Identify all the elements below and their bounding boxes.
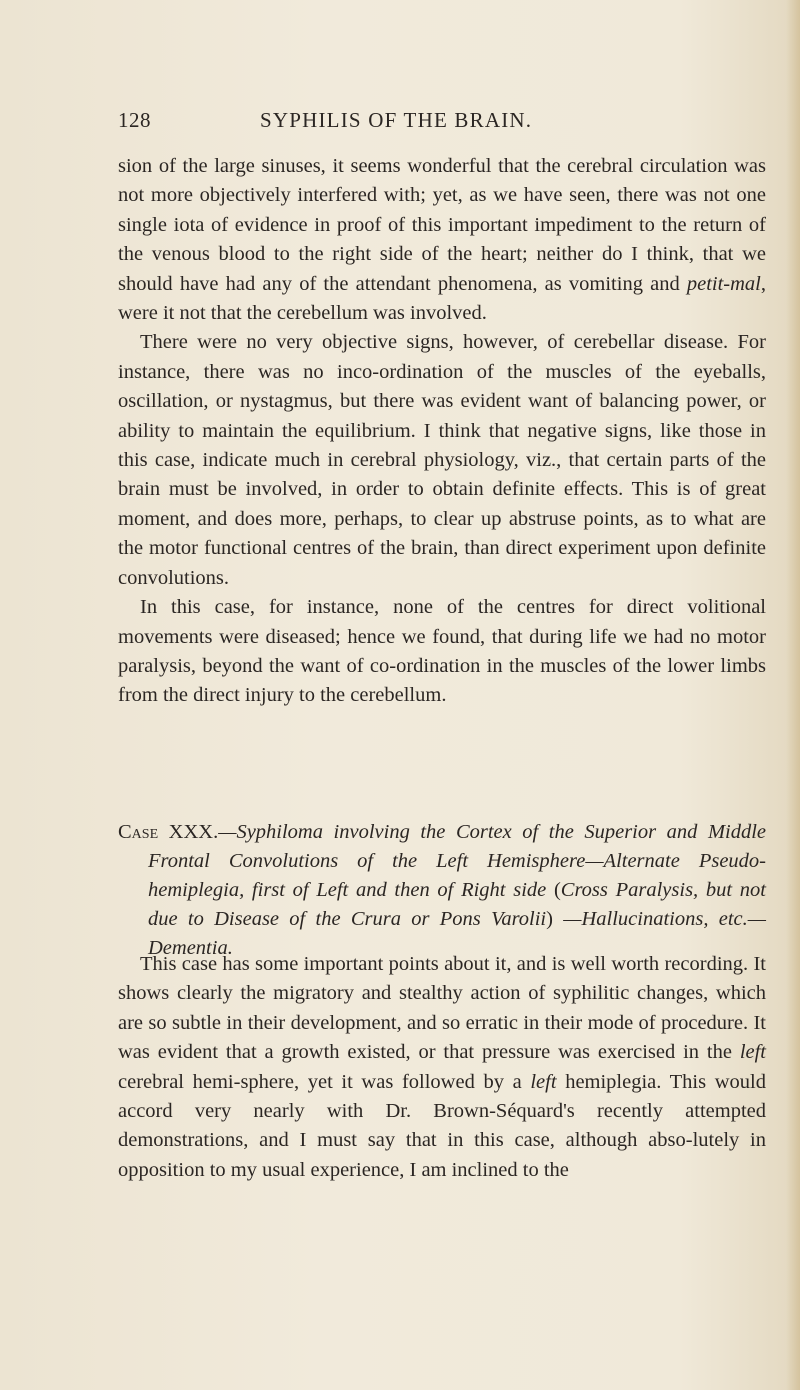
- running-head: SYPHILIS OF THE BRAIN.: [260, 108, 533, 132]
- page-number: 128: [118, 108, 151, 132]
- case-number: XXX.: [168, 821, 219, 843]
- paragraph-3: In this case, for instance, none of the centres for direct volitional movements were diseased; hence we found, that during life we had no motor paralysis, beyond the want of co-ordination in the muscles of the lower limbs from the direct injury to the cerebellum.: [118, 596, 766, 707]
- case-title-part-2: Cross Paralysis, but not due to Disease of the Crura or Pons Varolii: [148, 879, 766, 930]
- paragraph-2: There were no very objective signs, however, of cerebellar disease. For instance, there was no inco-ordination of the muscles of the eyeballs, oscillation, or nystagmus, but there was evident want of balancing power, or ability to maintain the equilibrium. I think that negative signs, like those in this case, indicate much in cerebral physiology, viz., that certain parts of the brain must be involved, in order to obtain definite effects. This is of great moment, and does more, perhaps, to clear up abstruse points, as to what are the motor functional centres of the brain, than direct experiment upon definite convolutions.: [118, 331, 766, 589]
- case-paragraph-text-1: This case has some important points about it, and is well worth recording. It shows clearly the migratory and stealthy action of syphilitic changes, which are so subtle in their development, and so erratic in their mode of procedure. It was evident that a growth existed, or that pressure was exercised in the: [118, 953, 766, 1064]
- case-body-text: [118, 950, 766, 1185]
- case-paragraph-italic-2: left: [530, 1070, 557, 1093]
- paragraph-1-italic: petit-mal: [686, 272, 761, 295]
- case-title-part-3: —Hallucinations, etc.—Dementia.: [148, 908, 766, 959]
- page-header: [118, 108, 758, 138]
- page-edge-shadow: [786, 0, 800, 1390]
- case-heading: [118, 818, 766, 963]
- case-paren-open: (: [546, 879, 561, 901]
- case-paragraph: [118, 950, 766, 1185]
- paragraph-1-text-end: , were it not that the cerebellum was involved.: [118, 272, 766, 325]
- case-label: Case: [118, 821, 159, 843]
- case-paren-close: ): [546, 908, 553, 930]
- paragraph-1: [118, 152, 766, 328]
- paragraph-1-text: sion of the large sinuses, it seems wonderful that the cerebral circulation was not more objectively interfered with; yet, as we have seen, there was not one single iota of evidence in proof of this important impediment to the return of the venous blood to the right side of the heart; neither do I think, that we should have had any of the attendant phenomena, as vomiting and: [118, 155, 766, 295]
- case-paragraph-italic-1: left: [739, 1041, 766, 1064]
- case-title-part-1: —Syphiloma involving the Cortex of the Superior and Middle Frontal Convolutions of the Left Hemisphere—Alternate Pseudo-hemiplegia, first of Left and then of Right side: [148, 821, 767, 901]
- case-paragraph-text-2: cerebral hemi-sphere, yet it was followed by a: [118, 1070, 531, 1093]
- body-text: [118, 152, 766, 711]
- case-paragraph-text-3: hemiplegia. This would accord very nearly with Dr. Brown-Séquard's recently attempted demonstrations, and I must say that in this case, although abso-lutely in opposition to my usual experience, I am inclined to the: [118, 1070, 766, 1181]
